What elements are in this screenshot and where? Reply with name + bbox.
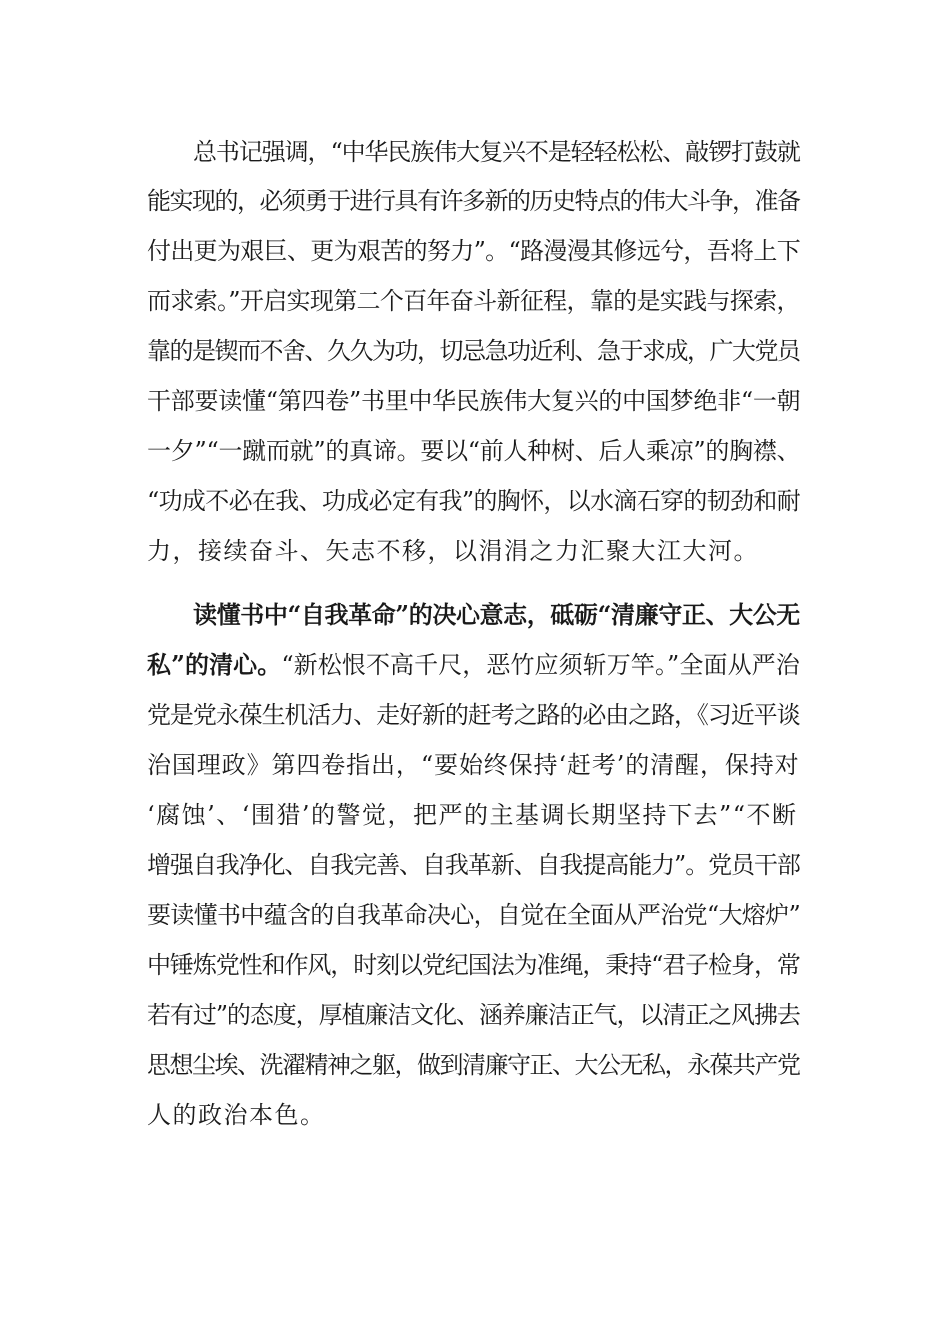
paragraph-2-heading-end: 私”的清心。 [147, 650, 282, 679]
paragraph-1-line-5: 靠的是锲而不舍、久久为功，切忌急功近利、急于求成，广大党员 [147, 337, 800, 365]
paragraph-2-line-4: 治国理政》第四卷指出，“要始终保持‘赶考’的清醒，保持对 [147, 751, 800, 779]
paragraph-2-line-5: ‘腐蚀’、‘围猎’的警觉，把严的主基调长期坚持下去”“不断 [147, 801, 798, 829]
paragraph-2-line-2 [147, 650, 800, 680]
paragraph-2-line-7: 要读懂书中蕴含的自我革命决心，自觉在全面从严治党“大熔炉” [147, 901, 801, 929]
paragraph-1-line-7: 一夕”“一蹴而就”的真谛。要以“前人种树、后人乘凉”的胸襟、 [147, 437, 801, 465]
paragraph-2-line-6: 增强自我净化、自我完善、自我革新、自我提高能力”。党员干部 [147, 851, 800, 879]
paragraph-1-line-2: 能实现的，必须勇于进行具有许多新的历史特点的伟大斗争，准备 [147, 187, 800, 215]
paragraph-1-line-8: “功成不必在我、功成必定有我”的胸怀，以水滴石穿的韧劲和耐 [147, 487, 801, 515]
paragraph-2-heading: 读懂书中“自我革命”的决心意志，砥砺“清廉守正、大公无 [193, 600, 800, 629]
paragraph-1-line-9: 力，接续奋斗、矢志不移，以涓涓之力汇聚大江大河。 [147, 537, 759, 565]
paragraph-2-line-10: 思想尘埃、洗濯精神之躯，做到清廉守正、大公无私，永葆共产党 [147, 1051, 800, 1079]
paragraph-2-line-9: 若有过”的态度，厚植廉洁文化、涵养廉洁正气，以清正之风拂去 [147, 1001, 800, 1029]
paragraph-1-line-1: 总书记强调，“中华民族伟大复兴不是轻轻松松、敲锣打鼓就 [193, 138, 800, 166]
paragraph-1-line-6: 干部要读懂“第四卷”书里中华民族伟大复兴的中国梦绝非“一朝 [147, 387, 801, 415]
paragraph-2-line-3: 党是党永葆生机活力、走好新的赶考之路的必由之路，《习近平谈 [147, 701, 800, 729]
paragraph-1-line-4: 而求索。”开启实现第二个百年奋斗新征程，靠的是实践与探索， [147, 287, 800, 315]
paragraph-2-line-11: 人的政治本色。 [147, 1101, 326, 1129]
paragraph-1-line-3: 付出更为艰巨、更为艰苦的努力”。“路漫漫其修远兮，吾将上下 [147, 237, 801, 265]
paragraph-2-line-2-text: “新松恨不高千尺，恶竹应须斩万竿。”全面从严治 [281, 651, 800, 679]
paragraph-2-line-8: 中锤炼党性和作风，时刻以党纪国法为准绳，秉持“君子检身，常 [147, 951, 800, 979]
